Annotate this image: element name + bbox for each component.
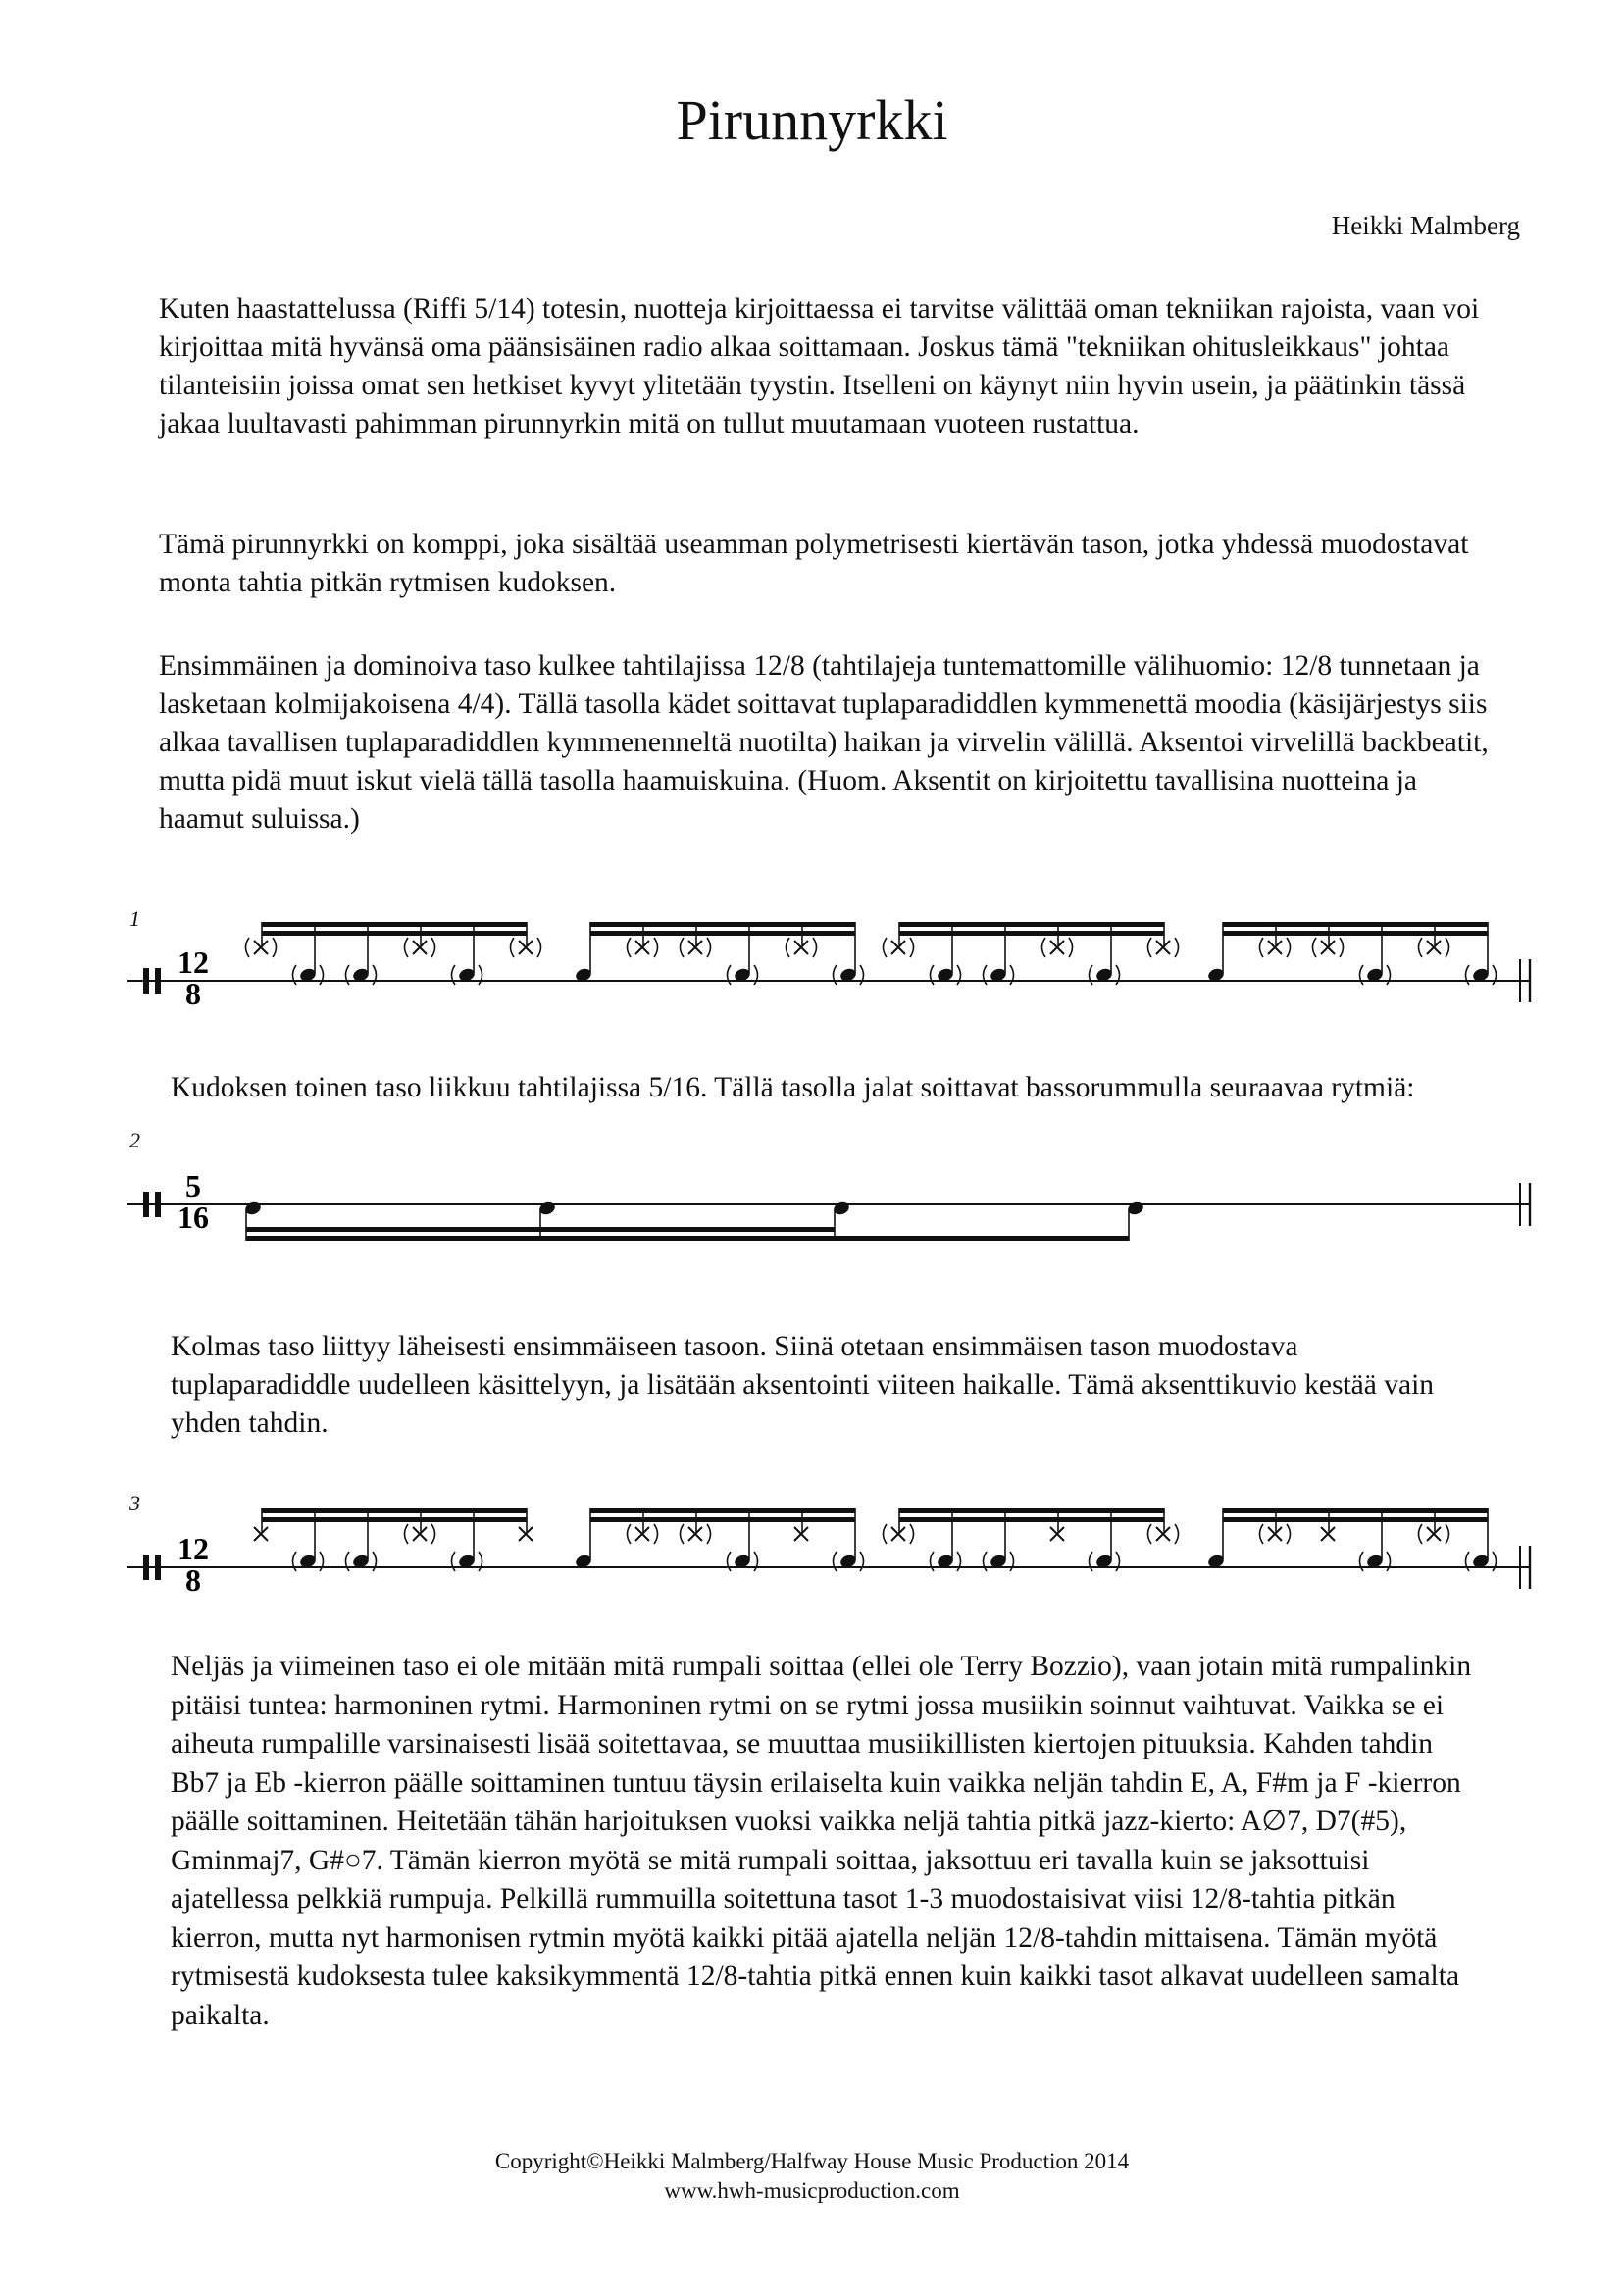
ghost-parenthesis (1175, 938, 1179, 957)
paragraph-level-four: Neljäs ja viimeinen taso ei ole mitään mitä rumpali soittaa (ellei ole Terry Bozzio), vaan jotain mitä rumpalinkin pitäisi tuntea: harmoninen rytmi. Harmoninen rytmi on se rytmi jossa musiikin soinnut vaihtuvat. Vaikka se ei aiheuta rumpalille varsinaisesti lisää soitettavaa, se muuttaa musiikillisten kiertojen pituuksia. Kahden tahdin Bb7 ja Eb -kierron päälle soittaminen tuntuu täysin erilaiselta kuin vaikka neljän tahdin E, A, F#m ja F -kierron päälle soittaminen. Heitetään tähän harjoituksen vuoksi vaikka neljä tahtia pitkä jazz-kierto: A∅7, D7(#5), Gminmaj7, G#○7. Tämän kierron myötä se mitä rumpali soittaa, jaksottuu eri tavalla kuin se jaksottuisi ajatellessa pelkkiä rumpuja. Pelkillä rummuilla soitettuna tasot 1-3 muodostaisivat viisi 12/8-tahtia pitkän kierron, mutta nyt harmonisen rytmin myötä kaikki pitää ajatella neljän 12/8-tahdin mittaisena. Tämän myötä rytmisestä kudoksesta tulee kaksikymmentä 12/8-tahtia pitkä ennen kuin kaikki tasot alkavat uudelleen samalta paikalta. (171, 1651, 1472, 2031)
ghost-parenthesis (1466, 965, 1470, 985)
ghost-parenthesis (910, 938, 914, 957)
hihat-note (1050, 941, 1064, 954)
ghost-parenthesis (1360, 965, 1364, 985)
beam (262, 1517, 527, 1522)
ghost-parenthesis (1260, 938, 1264, 957)
snare-note (838, 967, 857, 984)
ghost-parenthesis (1148, 938, 1152, 957)
paragraph-description: Tämä pirunnyrkki on komppi, joka sisältää useamman polymetrisesti kiertävän tason, jotka yhdessä muodostavat monta tahtia pitkän rytmisen kudoksen. (159, 529, 1469, 598)
beam (590, 922, 855, 927)
ghost-parenthesis (346, 1552, 350, 1571)
hihat-note (635, 1527, 649, 1541)
ghost-parenthesis (537, 938, 541, 957)
ghost-parenthesis (884, 1524, 888, 1544)
hihat-note (519, 941, 533, 954)
snare-note (1471, 1554, 1490, 1570)
ghost-parenthesis (654, 1524, 658, 1544)
ghost-parenthesis (1090, 1552, 1093, 1571)
hihat-note (794, 941, 808, 954)
beam (246, 1236, 1129, 1241)
beam (899, 922, 1164, 927)
ghost-parenthesis (1446, 1524, 1449, 1544)
beam (246, 1227, 835, 1232)
ghost-parenthesis (1287, 1524, 1291, 1544)
ghost-parenthesis (452, 965, 456, 985)
hihat-note (688, 1527, 702, 1541)
percussion-clef-bar (155, 1555, 161, 1580)
hihat-note (635, 941, 649, 954)
ghost-parenthesis (479, 1552, 482, 1571)
paragraph-level-two: Kudoksen toinen taso liikkuu tahtilajissa 5/16. Tällä tasolla jalat soittavat bassorummulla seuraavaa rytmiä: (171, 1072, 1415, 1103)
snare-note (733, 967, 751, 984)
ghost-parenthesis (320, 1552, 324, 1571)
ghost-parenthesis (834, 1552, 837, 1571)
ghost-parenthesis (293, 1552, 297, 1571)
hihat-note (413, 1527, 427, 1541)
hihat-note (519, 1527, 533, 1541)
hihat-note (1156, 941, 1170, 954)
time-signature-bottom: 8 (185, 1562, 201, 1598)
percussion-clef-bar (155, 968, 161, 994)
bass-drum-note (243, 1200, 262, 1217)
ghost-parenthesis (813, 938, 817, 957)
snare-note (457, 1554, 476, 1570)
time-signature-bottom: 8 (185, 976, 201, 1011)
hihat-note (1321, 941, 1335, 954)
ghost-parenthesis (1466, 1552, 1470, 1571)
beam (1223, 922, 1488, 927)
beam (1223, 1508, 1488, 1513)
time-signature-bottom: 16 (178, 1199, 209, 1235)
ghost-parenthesis (431, 1524, 435, 1544)
ghost-parenthesis (373, 1552, 377, 1571)
ghost-parenthesis (728, 965, 732, 985)
snare-note (1206, 967, 1225, 984)
hihat-note (1321, 1527, 1335, 1541)
snare-note (298, 1554, 317, 1570)
hihat-note (413, 941, 427, 954)
percussion-clef-bar (143, 1555, 149, 1580)
ghost-parenthesis (1493, 1552, 1497, 1571)
snare-note (1471, 967, 1490, 984)
ghost-parenthesis (681, 938, 685, 957)
ghost-parenthesis (1340, 938, 1344, 957)
ghost-parenthesis (628, 938, 632, 957)
beam (899, 1517, 1164, 1522)
ghost-parenthesis (1148, 1524, 1152, 1544)
ghost-parenthesis (1010, 965, 1014, 985)
hihat-note (1156, 1527, 1170, 1541)
snare-note (298, 967, 317, 984)
snare-note (1365, 967, 1384, 984)
ghost-parenthesis (884, 938, 888, 957)
time-signature-top: 12 (178, 944, 209, 980)
paragraph-level-one: Ensimmäinen ja dominoiva taso kulkee tahtilajissa 12/8 (tahtilajeja tuntemattomille välihuomio: 12/8 tunnetaan ja lasketaan kolmijakoisena 4/4). Tällä tasolla kädet soittavat tuplaparadiddlen kymmenettä moodia (käsijärjestys siis alkaa tavallisen tuplaparadiddlen kymmenenneltä nuotilta) haikan ja virvelin välillä. Aksentoi virvelillä backbeatit, mutta pidä muut iskut vielä tällä tasolla haamuiskuina. (Huom. Aksentit on kirjoitettu tavallisina nuotteina ja haamut suluissa.) (159, 650, 1489, 835)
ghost-parenthesis (405, 1524, 409, 1544)
page-title: Pirunnyrkki (676, 88, 948, 152)
ghost-parenthesis (1387, 1552, 1391, 1571)
snare-note (351, 967, 370, 984)
system-number-2: 2 (129, 1128, 140, 1152)
ghost-parenthesis (452, 1552, 456, 1571)
ghost-parenthesis (246, 938, 250, 957)
beam (899, 1508, 1164, 1513)
hihat-note (1427, 1527, 1441, 1541)
ghost-parenthesis (1313, 938, 1317, 957)
snare-note (574, 967, 592, 984)
hihat-note (1268, 1527, 1282, 1541)
ghost-parenthesis (1446, 938, 1449, 957)
snare-note (838, 1554, 857, 1570)
ghost-parenthesis (681, 1524, 685, 1544)
ghost-parenthesis (787, 938, 790, 957)
percussion-clef-bar (143, 968, 149, 994)
ghost-parenthesis (1175, 1524, 1179, 1544)
beam (590, 1508, 855, 1513)
ghost-parenthesis (1287, 938, 1291, 957)
ghost-parenthesis (728, 1552, 732, 1571)
ghost-parenthesis (479, 965, 482, 985)
ghost-parenthesis (910, 1524, 914, 1544)
ghost-parenthesis (984, 965, 988, 985)
snare-note (1365, 1554, 1384, 1570)
paragraph-intro: Kuten haastattelussa (Riffi 5/14) totesin, nuotteja kirjoittaessa ei tarvitse välittää oman tekniikan rajoista, vaan voi kirjoittaa mitä hyvänsä oma päänsisäinen radio alkaa soittamaan. Joskus tämä "tekniikan ohitusleikkaus" johtaa tilanteisiin joissa omat sen hetkiset kyvyt ylitetään tyystin. Itselleni on käynyt niin hyvin usein, ja päätinkin tässä jakaa luultavasti pahimman pirunnyrkin mitä on tullut muutamaan vuoteen rustattua. (159, 293, 1480, 439)
ghost-parenthesis (373, 965, 377, 985)
ghost-parenthesis (1010, 1552, 1014, 1571)
snare-note (1206, 1554, 1225, 1570)
snare-note (457, 967, 476, 984)
hihat-note (254, 941, 268, 954)
ghost-parenthesis (931, 1552, 935, 1571)
ghost-parenthesis (1116, 1552, 1120, 1571)
ghost-parenthesis (273, 938, 277, 957)
hihat-note (794, 1527, 808, 1541)
system-number-3: 3 (129, 1491, 140, 1515)
hihat-note (254, 1527, 268, 1541)
time-signature-top: 5 (185, 1168, 201, 1203)
bass-drum-note (537, 1200, 556, 1217)
ghost-parenthesis (1419, 1524, 1423, 1544)
hihat-note (1427, 941, 1441, 954)
percussion-clef-bar (155, 1192, 161, 1217)
paragraph-level-three: Kolmas taso liittyy läheisesti ensimmäiseen tasoon. Siinä otetaan ensimmäisen tason muodostava tuplaparadiddle uudelleen käsittelyyn, ja lisätään aksentointi viiteen haikalle. Tämä aksenttikuvio kestää vain yhden tahdin. (171, 1331, 1435, 1439)
ghost-parenthesis (860, 965, 864, 985)
ghost-parenthesis (1090, 965, 1093, 985)
snare-note (733, 1554, 751, 1570)
ghost-parenthesis (931, 965, 935, 985)
ghost-parenthesis (1069, 938, 1073, 957)
percussion-clef-bar (143, 1192, 149, 1217)
ghost-parenthesis (1116, 965, 1120, 985)
hihat-note (1268, 941, 1282, 954)
footer-copyright: Copyright©Heikki Malmberg/Halfway House Music Production 2014 (494, 2149, 1130, 2173)
ghost-parenthesis (1387, 965, 1391, 985)
hihat-note (1050, 1527, 1064, 1541)
snare-note (351, 1554, 370, 1570)
ghost-parenthesis (1419, 938, 1423, 957)
ghost-parenthesis (346, 965, 350, 985)
ghost-parenthesis (405, 938, 409, 957)
beam (262, 1508, 527, 1513)
ghost-parenthesis (834, 965, 837, 985)
beam (1223, 1517, 1488, 1522)
ghost-parenthesis (320, 965, 324, 985)
ghost-parenthesis (754, 965, 758, 985)
ghost-parenthesis (431, 938, 435, 957)
ghost-parenthesis (707, 938, 711, 957)
ghost-parenthesis (1042, 938, 1046, 957)
ghost-parenthesis (1260, 1524, 1264, 1544)
beam (262, 922, 527, 927)
ghost-parenthesis (511, 938, 515, 957)
author-name: Heikki Malmberg (1331, 211, 1520, 240)
hihat-note (688, 941, 702, 954)
beam (590, 931, 855, 936)
snare-note (936, 967, 954, 984)
snare-note (574, 1554, 592, 1570)
snare-note (1094, 967, 1113, 984)
ghost-parenthesis (707, 1524, 711, 1544)
ghost-parenthesis (860, 1552, 864, 1571)
bass-drum-note (1126, 1200, 1144, 1217)
beam (262, 931, 527, 936)
hihat-note (891, 1527, 905, 1541)
time-signature-top: 12 (178, 1531, 209, 1566)
ghost-parenthesis (984, 1552, 988, 1571)
snare-note (1094, 1554, 1113, 1570)
ghost-parenthesis (1493, 965, 1497, 985)
beam (590, 1517, 855, 1522)
beam (1223, 931, 1488, 936)
ghost-parenthesis (628, 1524, 632, 1544)
snare-note (989, 967, 1007, 984)
ghost-parenthesis (957, 965, 961, 985)
ghost-parenthesis (1360, 1552, 1364, 1571)
snare-note (989, 1554, 1007, 1570)
system-number-1: 1 (129, 906, 140, 931)
ghost-parenthesis (654, 938, 658, 957)
ghost-parenthesis (754, 1552, 758, 1571)
ghost-parenthesis (293, 965, 297, 985)
bass-drum-note (832, 1200, 850, 1217)
snare-note (936, 1554, 954, 1570)
beam (899, 931, 1164, 936)
hihat-note (891, 941, 905, 954)
footer-website: www.hwh-musicproduction.com (664, 2178, 960, 2203)
ghost-parenthesis (957, 1552, 961, 1571)
